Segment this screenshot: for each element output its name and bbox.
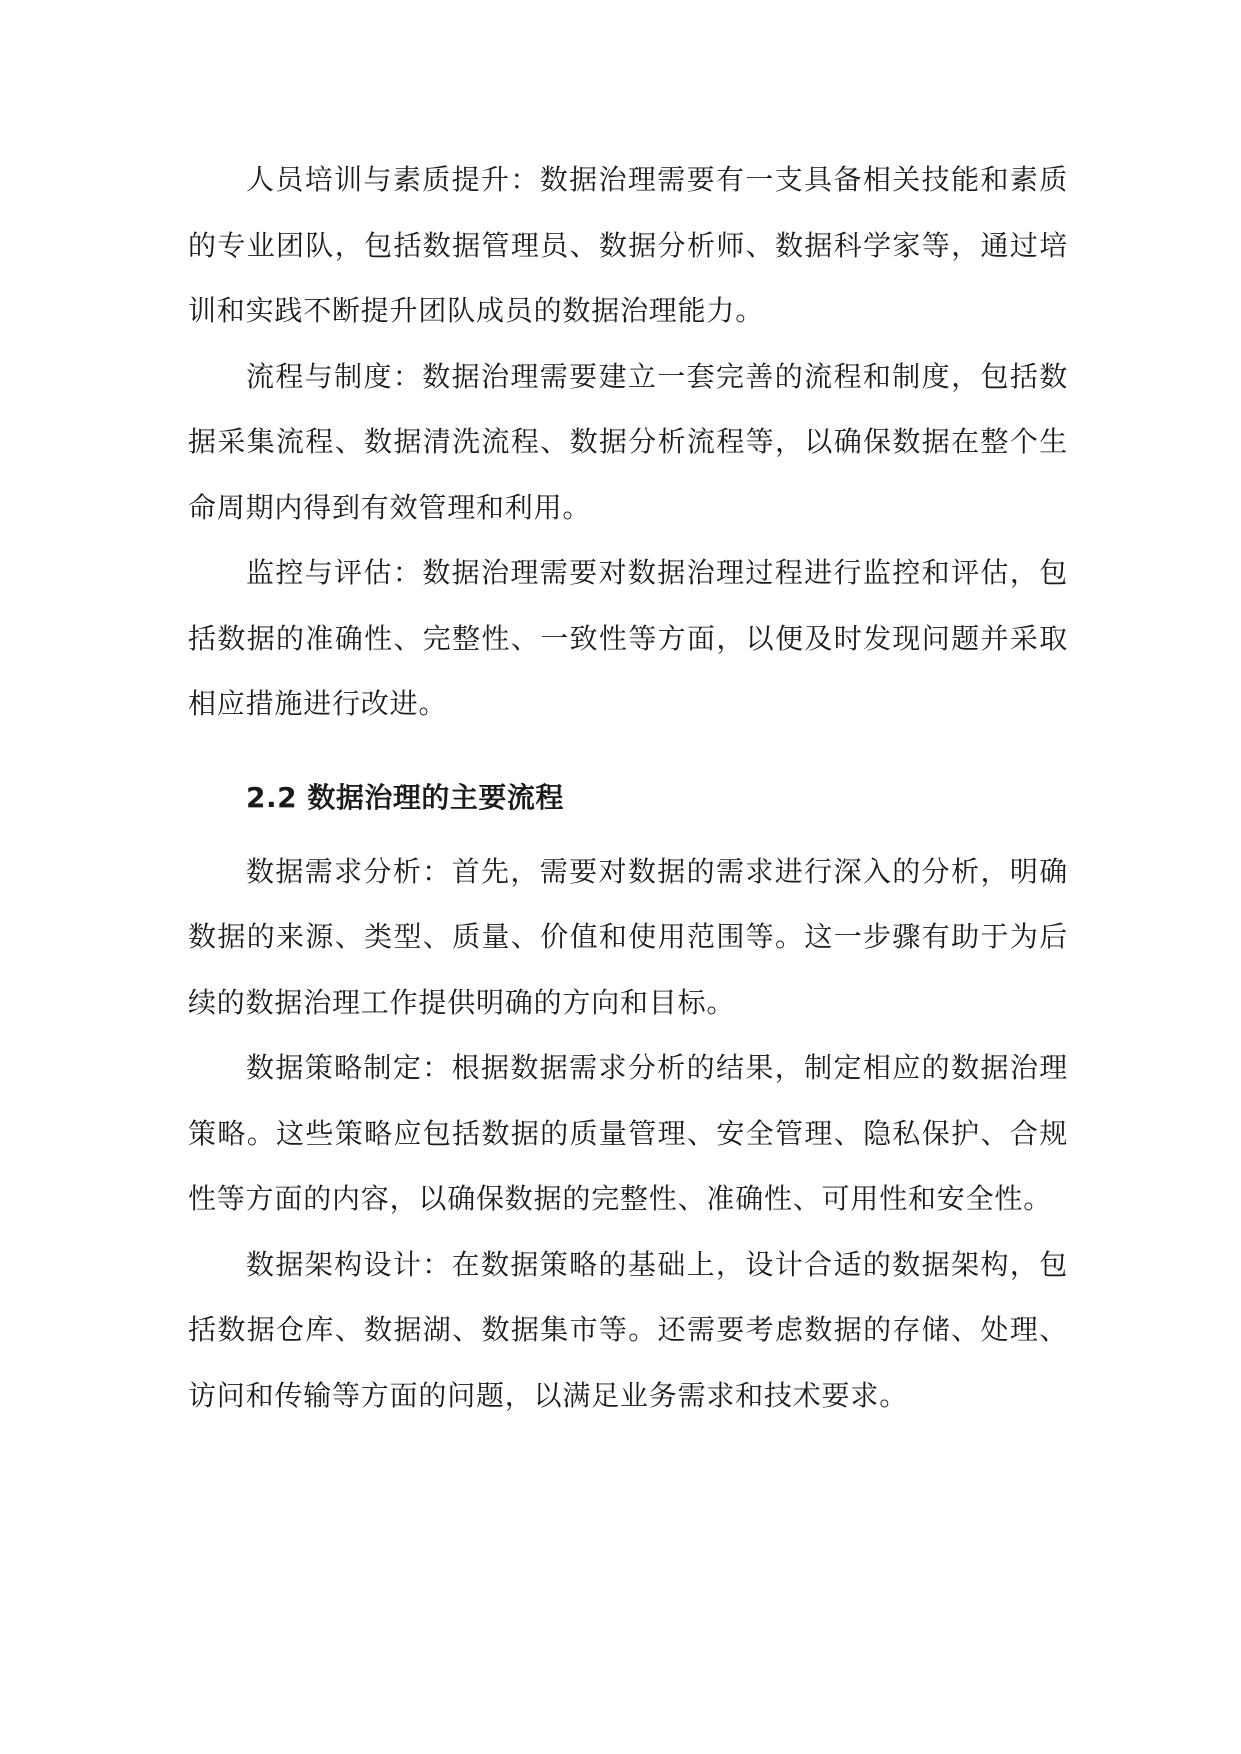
paragraph-data-strategy: 数据策略制定：根据数据需求分析的结果，制定相应的数据治理策略。这些策略应包括数据的质量管理、安全管理、隐私保护、合规性等方面的内容，以确保数据的完整性、准确性、可用性和安全性。 (188, 1051, 1068, 1215)
section-heading: 2.2 数据治理的主要流程 (246, 780, 564, 814)
document-body (188, 147, 1068, 1428)
paragraph-data-architecture: 数据架构设计：在数据策略的基础上，设计合适的数据架构，包括数据仓库、数据湖、数据集市等。还需要考虑数据的存储、处理、访问和传输等方面的问题，以满足业务需求和技术要求。 (188, 1247, 1068, 1412)
paragraph-monitoring-and-evaluation: 监控与评估：数据治理需要对数据治理过程进行监控和评估，包括数据的准确性、完整性、一致性等方面，以便及时发现问题并采取相应措施进行改进。 (188, 556, 1068, 720)
paragraph-data-requirement-analysis: 数据需求分析：首先，需要对数据的需求进行深入的分析，明确数据的来源、类型、质量、价值和使用范围等。这一步骤有助于为后续的数据治理工作提供明确的方向和目标。 (188, 854, 1068, 1019)
paragraph-personnel-training: 人员培训与素质提升：数据治理需要有一支具备相关技能和素质的专业团队，包括数据管理员、数据分析师、数据科学家等，通过培训和实践不断提升团队成员的数据治理能力。 (188, 163, 1068, 327)
paragraph-process-and-system: 流程与制度：数据治理需要建立一套完善的流程和制度，包括数据采集流程、数据清洗流程、数据分析流程等，以确保数据在整个生命周期内得到有效管理和利用。 (188, 359, 1068, 524)
